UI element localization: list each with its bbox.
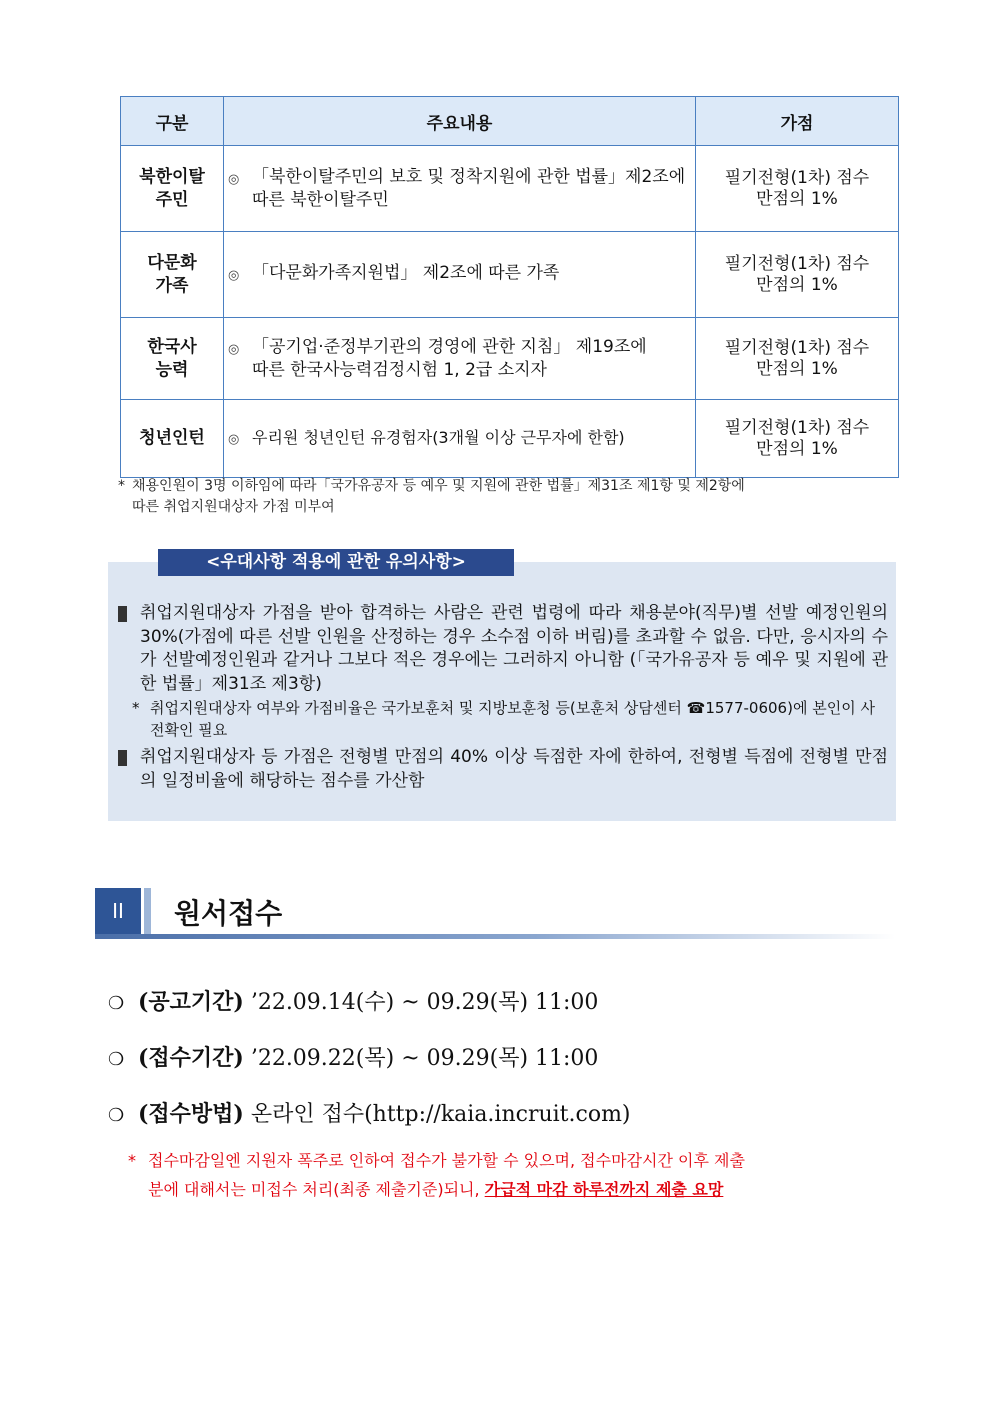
table-footnote: [118, 476, 898, 518]
deadline-warning: [128, 1146, 898, 1204]
section-underline: [95, 934, 895, 939]
square-bullet-icon: [118, 750, 127, 766]
content-cell: [224, 318, 696, 400]
period-label: (공고기간): [138, 989, 244, 1015]
section-title: 원서접수: [174, 897, 283, 930]
bonus-points-table: [120, 96, 899, 478]
circle-bullet-icon: ❍: [108, 993, 125, 1014]
section-number: II: [95, 888, 141, 934]
score-line: 만점의 1%: [756, 438, 838, 459]
content-line: 「북한이탈주민의 보호 및 정착지원에 관한 법률」제2조에: [252, 166, 686, 187]
content-line: 우리원 청년인턴 유경험자(3개월 이상 근무자에 한함): [252, 428, 625, 447]
category-line: 청년인턴: [139, 428, 205, 448]
category-line: 한국사: [147, 336, 197, 357]
category-cell: [121, 318, 224, 400]
square-bullet-icon: [118, 606, 127, 622]
notice-item-text: 취업지원대상자 가점을 받아 합격하는 사람은 관련 법령에 따라 채용분야(직무)별 선발 예정인원의 30%(가점에 따른 선발 인원을 산정하는 경우 소수점 이하 버림)를 초과할 수 없음. 다만, 응시자의 수가 선발예정인원과 같거나 그보다 적은 경우에는 그러하지 아니함 (「국가유공자 등 예우 및 지원에 관한 법률」제31조 제3항): [140, 603, 888, 694]
score-line: 만점의 1%: [756, 188, 838, 209]
warning-line: 분에 대해서는 미접수 처리(최종 제출기준)되니,: [148, 1180, 485, 1199]
circle-bullet-icon: ❍: [108, 1105, 125, 1126]
score-cell: [696, 400, 899, 478]
receipt-method: [108, 1097, 631, 1128]
warning-line: 접수마감일엔 지원자 폭주로 인하여 접수가 불가할 수 있으며, 접수마감시간 이후 제출: [148, 1151, 745, 1170]
content-line: 「공기업·준정부기관의 경영에 관한 지침」 제19조에: [252, 336, 647, 357]
category-cell: [121, 400, 224, 478]
circle-bullet-icon: ❍: [108, 1049, 125, 1070]
notice-subnote: [132, 697, 888, 741]
receipt-period: [108, 1041, 598, 1072]
notice-item: [118, 602, 888, 696]
section-accent-bar: [144, 888, 151, 934]
table-row: [121, 232, 899, 318]
table-row: [121, 400, 899, 478]
announcement-period: [108, 985, 598, 1016]
score-cell: [696, 146, 899, 232]
category-line: 능력: [155, 359, 189, 380]
table-header-row: [121, 97, 899, 146]
category-cell: [121, 146, 224, 232]
content-cell: [224, 146, 696, 232]
table-row: [121, 318, 899, 400]
score-line: 만점의 1%: [756, 358, 838, 379]
score-line: 필기전형(1차) 점수: [724, 337, 870, 358]
header-category: 구분: [121, 97, 224, 146]
category-cell: [121, 232, 224, 318]
footnote-line: 따른 취업지원대상자 가점 미부여: [132, 499, 335, 515]
notice-subnote-text: 취업지원대상자 여부와 가점비율은 국가보훈처 및 지방보훈청 등(보훈처 상담센터 ☎1577-0606)에 본인이 사전확인 필요: [150, 699, 875, 739]
receipt-value: ’22.09.22(목) ~ 09.29(목) 11:00: [250, 1046, 599, 1071]
header-score: 가점: [696, 97, 899, 146]
score-line: 필기전형(1차) 점수: [724, 167, 870, 188]
period-value: ’22.09.14(수) ~ 09.29(목) 11:00: [250, 990, 599, 1015]
score-line: 필기전형(1차) 점수: [724, 253, 870, 274]
header-content: 주요내용: [224, 97, 696, 146]
category-line: 북한이탈: [139, 166, 205, 187]
score-line: 만점의 1%: [756, 274, 838, 295]
score-line: 필기전형(1차) 점수: [724, 417, 870, 438]
content-cell: [224, 400, 696, 478]
content-line: 따른 북한이탈주민: [252, 189, 389, 210]
score-cell: [696, 318, 899, 400]
circle-bullet-icon: ◎: [228, 432, 240, 447]
category-line: 가족: [155, 275, 189, 296]
method-label: (접수방법): [138, 1101, 244, 1127]
asterisk-marker: *: [132, 699, 140, 717]
circle-bullet-icon: ◎: [228, 268, 240, 283]
category-line: 주민: [155, 189, 189, 210]
asterisk-marker: *: [128, 1151, 136, 1170]
circle-bullet-icon: ◎: [228, 171, 240, 187]
category-line: 다문화: [147, 252, 197, 273]
asterisk-marker: *: [118, 478, 125, 494]
content-cell: [224, 232, 696, 318]
content-line: 따른 한국사능력검정시험 1, 2급 소지자: [252, 359, 547, 380]
notice-item: [118, 746, 888, 793]
notice-title: <우대사항 적용에 관한 유의사항>: [158, 549, 514, 576]
receipt-label: (접수기간): [138, 1045, 244, 1071]
method-value: 온라인 접수(http://kaia.incruit.com): [250, 1102, 631, 1127]
score-cell: [696, 232, 899, 318]
content-line: 「다문화가족지원법」 제2조에 따른 가족: [252, 263, 560, 283]
warning-emphasis: 가급적 마감 하루전까지 제출 요망: [484, 1180, 724, 1199]
notice-item-text: 취업지원대상자 등 가점은 전형별 만점의 40% 이상 득점한 자에 한하여, 전형별 득점에 전형별 만점의 일정비율에 해당하는 점수를 가산함: [140, 747, 888, 791]
table-row: [121, 146, 899, 232]
circle-bullet-icon: ◎: [228, 341, 240, 357]
footnote-line: 채용인원이 3명 이하임에 따라「국가유공자 등 예우 및 지원에 관한 법률」제31조 제1항 및 제2항에: [132, 478, 745, 494]
